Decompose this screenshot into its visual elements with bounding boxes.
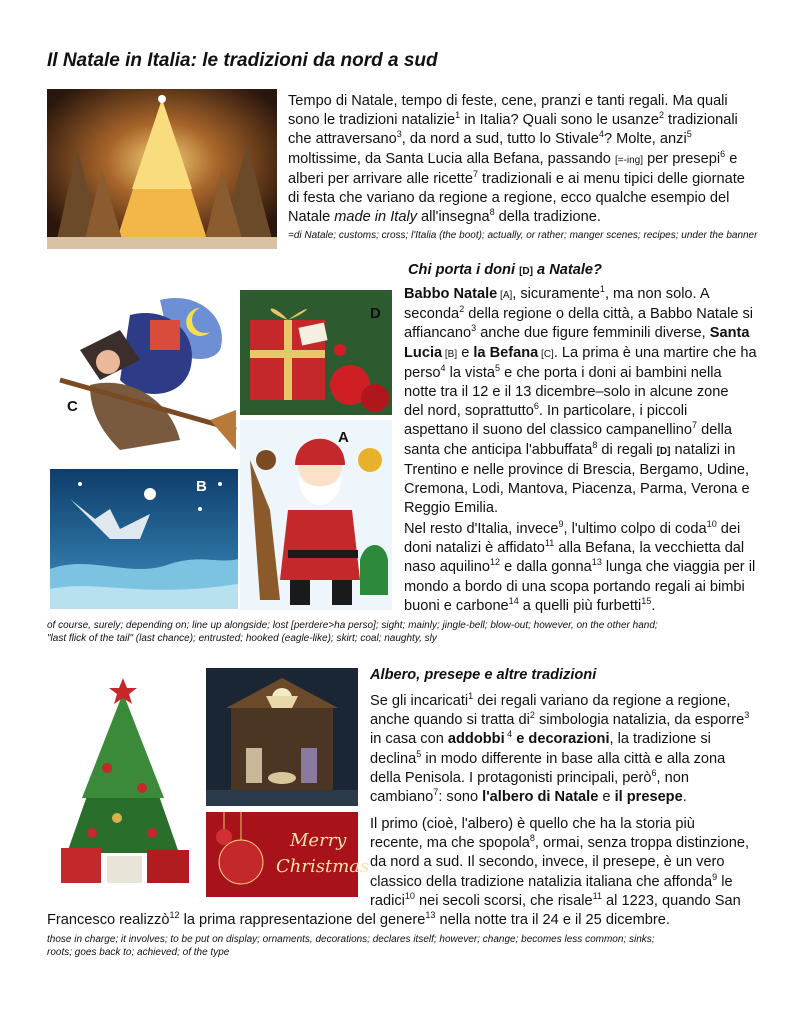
nativity-scene-image (206, 668, 358, 806)
doni-paragraph-1: Babbo Natale [A], sicuramente$^1$, ma non solo. A seconda$^2$ della regione o della città, a Babbo Natale si affiancano$^3$ anche due figure femminili diverse, Santa Lucia [B] e la Befana [C]. La prima è una martire che ha perso$^4$ la vista$^5$ e che porta i doni ai bambini nella notte tra il 12 e il 13 dicembre–solo in alcune zone del nord, soprattutto$^6$. In particolare, i piccoli aspettano il suono del classico campanellino$^7$ della santa che anticipa l'abbuffata$^8$ di regali [D] natalizi in Trentino e nelle province di Brescia, Bergamo, Udine, Cremona, Lodi, Mantova, Piacenza, Parma, Verona e Reggio Emilia. (404, 284, 757, 517)
label-a: A (338, 429, 349, 446)
label-c: C (67, 398, 78, 415)
albero-paragraph-2: Il primo (cioè, l'albero) è quello che ha la storia più recente, ma che spopola$^8$, ormai, senza troppa distinzione, da nord a sud. Il secondo, invece, il presepe, è un vero classico della tradizione natalizia italiana che affonda$^9$ le radici$^{10}$ nei secoli scorsi, che risale$^{11}$ al 1223, quando San (370, 816, 750, 909)
santa-lucia-image (50, 469, 238, 609)
doni-paragraph-2: Nel resto d'Italia, invece$^9$, l'ultimo colpo di coda$^{10}$ dei doni natalizi è affidato$^{11}$ alla Befana, la vecchietta dal naso aquilino$^{12}$ e dalla gonna$^{13}$ lunga che viaggia per il mondo a bordo di una scopa portando regali ai bimbi buoni e carbone$^{14}$ a quelli più furbetti$^{15}$. (404, 519, 756, 614)
befana-image (60, 290, 236, 460)
text-line: Tempo di Natale, tempo di feste, cene, pranzi e tanti regali. Ma quali (288, 93, 728, 109)
merry-christmas-image (206, 812, 370, 897)
intro-paragraph: Tempo di Natale, tempo di feste, cene, pranzi e tanti regali. Ma quali sono le tradizioni natalizie$^1$ in Italia? Quali sono le usanze$^2$ tradizionali che attraversano$^3$, da nord a sud, tutto lo Stivale$^4$? Molte, anzi$^5$ moltissime, da Santa Lucia alla Befana, passando [=-ing] per presepi$^6$ e alberi per arrivare alle ricette$^7$ tradizionali e ai menu tipici delle giornate di festa che variano da regione a regione, ecco qualche esempio del Natale made in Italy all'insegna$^8$ della tradizione. (288, 93, 745, 226)
albero-paragraph-last-line: Francesco realizzò$^{12}$ la prima rappresentazione del genere$^{13}$ nella notte tra il 24 e il 25 dicembre. (47, 910, 670, 928)
label-b: B (196, 478, 207, 495)
christmas-text: Christmas (276, 856, 370, 877)
page-title: Il Natale in Italia: le tradizioni da nord a sud (47, 50, 438, 71)
section-heading-doni: Chi porta i doni [D] a Natale? (408, 262, 602, 278)
intro-footnotes: =di Natale; customs; cross; l'Italia (the boot); actually, or rather; manger scenes; recipes; under the banner (288, 230, 758, 241)
doni-footnotes: of course, surely; depending on; line up alongside; lost [perdere>ha perso]; sight; mainly; jingle-bell; blow-out; however, on the other hand; "last flick of the tail" (last chance); entrusted; hooked (eagle-like); skirt; coal; naughty, sly (47, 620, 658, 644)
section-heading-albero: Albero, presepe e altre tradizioni (370, 667, 597, 683)
albero-paragraph-1: Se gli incaricati$^1$ dei regali variano da regione a regione, anche quando si tratta $di^2$ simbologia natalizia, da esporre$^3$ in casa con addobbi $^4$ e decorazioni, la tradizione si declina$^5$ in modo differente in base alla città e alla zona della Penisola. I protagonisti principali, però$^6$, non cambiano$^7$: sono l'albero di Natale e il presepe. (370, 691, 750, 806)
golden-tree-image (47, 89, 277, 249)
label-d: D (370, 305, 381, 322)
albero-footnotes: those in charge; it involves; to be put on display; ornaments, decorations; declares itself; however; change; becomes less common; sinks; roots; goes back to; achieved; of the type (47, 934, 655, 958)
santa-claus-image (240, 420, 392, 610)
merry-text: Merry (290, 830, 347, 851)
christmas-tree-image (47, 668, 199, 893)
